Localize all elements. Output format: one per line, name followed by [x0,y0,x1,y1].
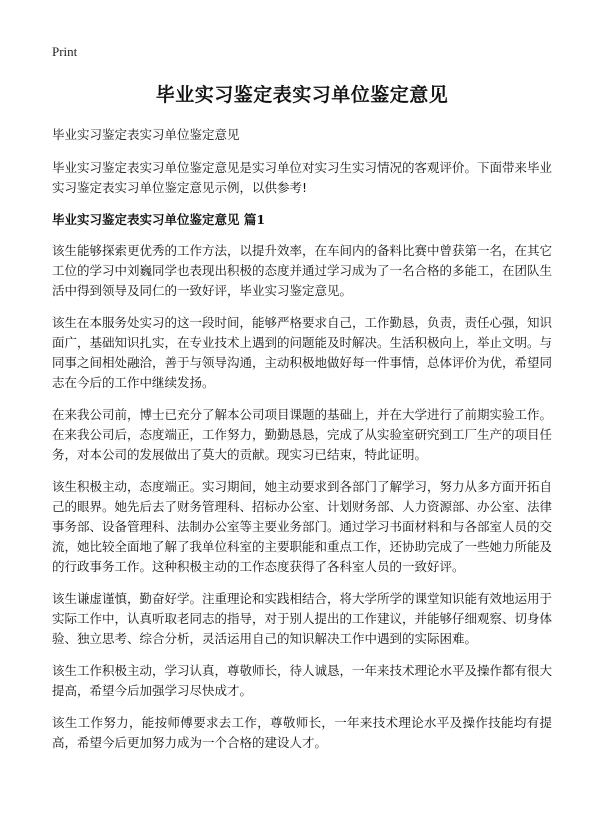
print-link[interactable]: Print [52,44,78,59]
document-page [52,44,552,765]
body-paragraph: 该生工作努力，能按师傅要求去工作，尊敬师长，一年来技术理论水平及操作技能均有提高，希望今后更加努力成为一个合格的建设人才。 [52,715,552,750]
page-title: 毕业实习鉴定表实习单位鉴定意见 [155,84,449,106]
body-paragraph: 该生谦虚谨慎，勤奋好学。注重理论和实践相结合，将大学所学的课堂知识能有效地运用于实际工作中，认真听取老同志的指导，对于别人提出的工作建议，并能够仔细观察、切身体验、独立思考、综合分析，灵活运用自己的知识解决工作中遇到的实际困难。 [52,591,553,646]
body-paragraph: 该生在本服务处实习的这一段时间，能够严格要求自己，工作勤恳，负责，责任心强，知识面广，基础知识扎实，在专业技术上遇到的问题能及时解决。生活积极向上，举止文明。与同事之间相处融洽，善于与领导沟通，主动积极地做好每一件事情，总体评价为优，希望同志在今后的工作中继续发扬。 [52,315,553,390]
document-subtitle: 毕业实习鉴定表实习单位鉴定意见 [52,127,240,142]
body-paragraph: 该生能够探索更优秀的工作方法，以提升效率，在车间内的备料比赛中曾获第一名，在其它工位的学习中刘巍同学也表现出积极的态度并通过学习成为了一名合格的多能工，在团队生活中得到领导及同仁的一致好评，毕业实习鉴定意见。 [52,243,553,298]
body-paragraph: 在来我公司前，博士已充分了解本公司项目课题的基础上，并在大学进行了前期实验工作。在来我公司后，态度端正，工作努力，勤勤恳恳，完成了从实验室研究到工厂生产的项目任务，对本公司的发展做出了莫大的贡献。现实习已结束，特此证明。 [52,407,553,462]
section-heading: 毕业实习鉴定表实习单位鉴定意见 篇1 [52,212,266,227]
body-paragraph: 该生积极主动，态度端正。实习期间，她主动要求到各部门了解学习，努力从多方面开拓自己的眼界。她先后去了财务管理科、招标办公室、计划财务部、人力资源部、办公室、法律事务部、设备管理科、法制办公室等主要业务部门。通过学习书面材料和与各部室人员的交流，她比较全面地了解了我单位科室的主要职能和重点工作，还协助完成了一些她力所能及的行政事务工作。这种积极主动的工作态度获得了各科室人员的一致好评。 [52,479,553,574]
body-paragraph: 该生工作积极主动，学习认真，尊敬师长，待人诚恳，一年来技术理论水平及操作都有很大提高，希望今后加强学习尽快成才。 [52,663,553,698]
intro-paragraph: 毕业实习鉴定表实习单位鉴定意见是实习单位对实习生实习情况的客观评价。下面带来毕业实习鉴定表实习单位鉴定意见示例，以供参考! [52,160,553,195]
